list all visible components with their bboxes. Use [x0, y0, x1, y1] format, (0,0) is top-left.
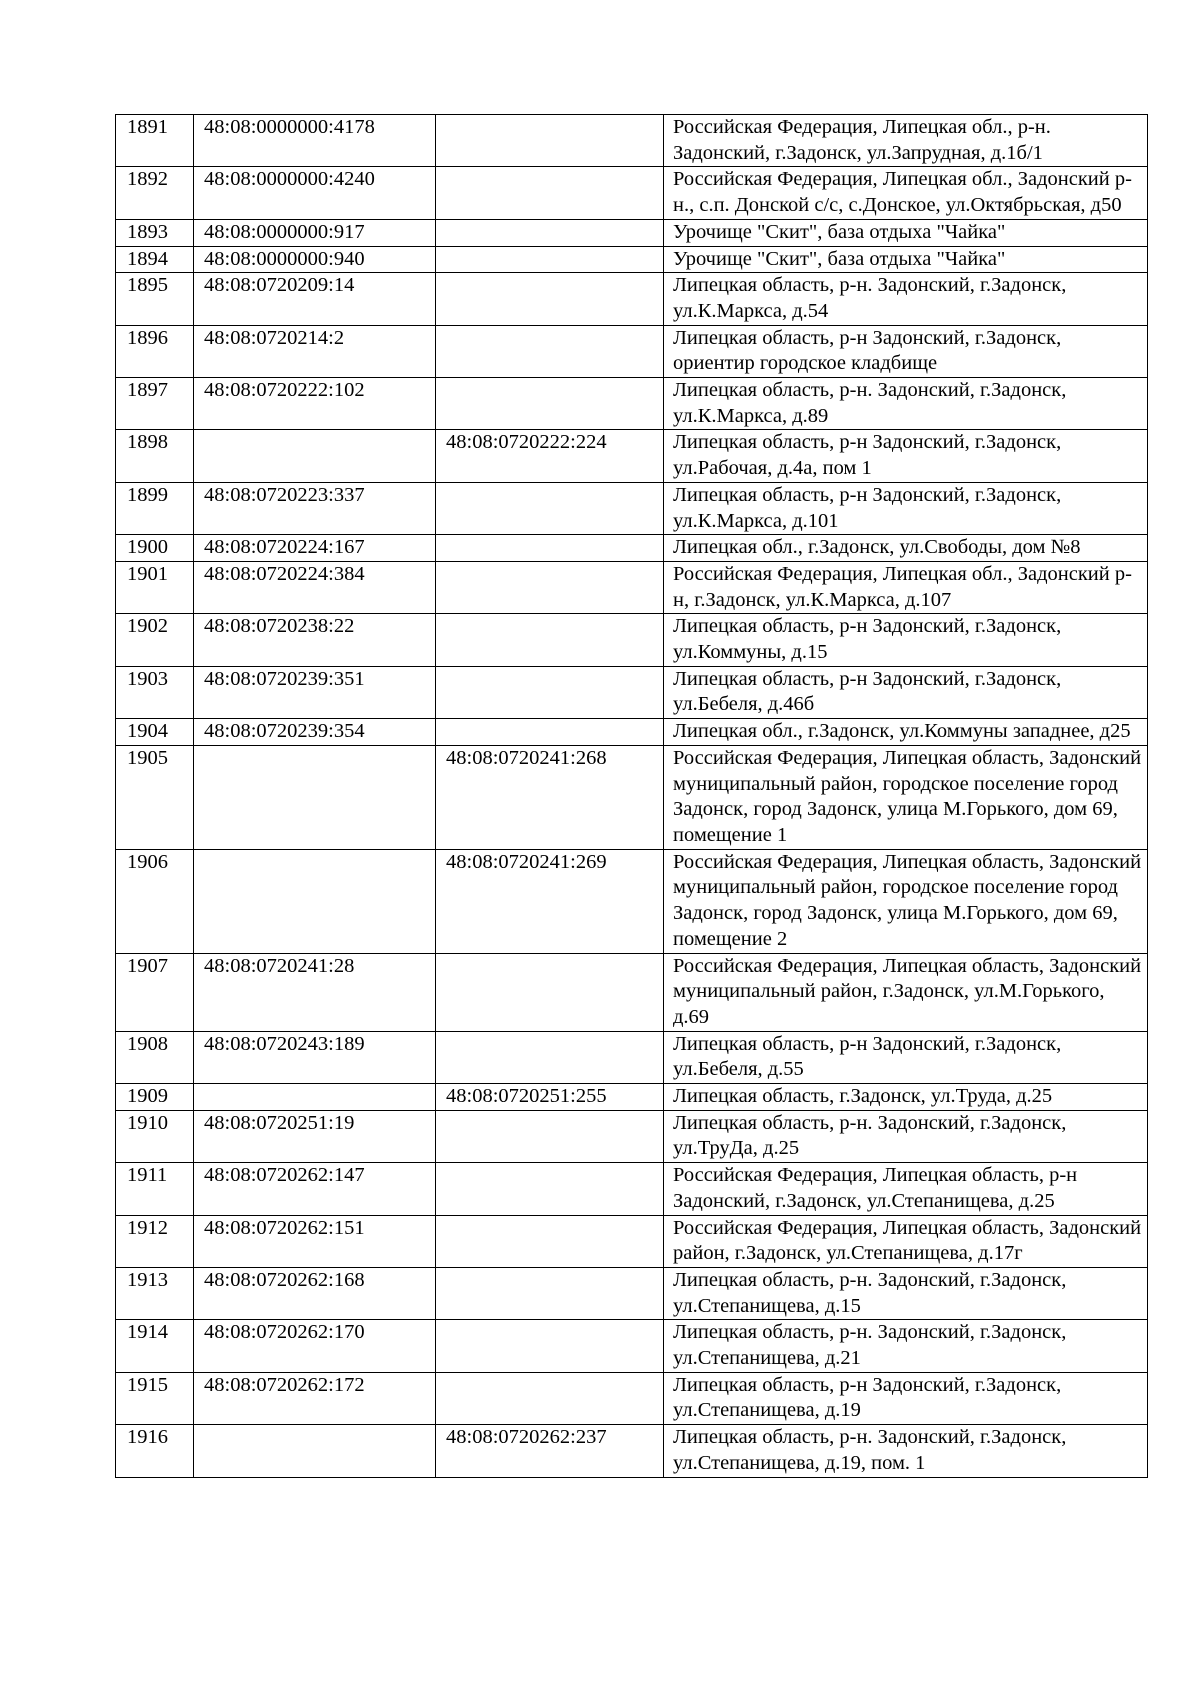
address-cell: Липецкая область, р-н Задонский, г.Задонск, ул.Коммуны, д.15 [664, 614, 1148, 666]
table-row [116, 666, 1148, 718]
row-number-cell: 1900 [116, 535, 194, 562]
table-row [116, 1267, 1148, 1319]
land-cadastral-number-cell: 48:08:0720241:28 [194, 953, 436, 1031]
land-cadastral-number-cell: 48:08:0000000:917 [194, 219, 436, 246]
land-cadastral-number-cell: 48:08:0000000:4178 [194, 115, 436, 167]
land-cadastral-number-cell: 48:08:0720262:147 [194, 1163, 436, 1215]
object-cadastral-number-cell [436, 561, 664, 613]
land-cadastral-number-cell [194, 1425, 436, 1477]
land-cadastral-number-cell: 48:08:0000000:4240 [194, 167, 436, 219]
object-cadastral-number-cell [436, 167, 664, 219]
land-cadastral-number-cell: 48:08:0720238:22 [194, 614, 436, 666]
object-cadastral-number-cell [436, 1320, 664, 1372]
address-cell: Российская Федерация, Липецкая обл., Задонский р-н, г.Задонск, ул.К.Маркса, д.107 [664, 561, 1148, 613]
object-cadastral-number-cell [436, 1267, 664, 1319]
table-row [116, 561, 1148, 613]
land-cadastral-number-cell [194, 849, 436, 953]
address-cell: Российская Федерация, Липецкая область, р-н Задонский, г.Задонск, ул.Степанищева, д.25 [664, 1163, 1148, 1215]
land-cadastral-number-cell: 48:08:0720239:351 [194, 666, 436, 718]
address-cell: Липецкая область, р-н. Задонский, г.Задонск, ул.Степанищева, д.21 [664, 1320, 1148, 1372]
table-row [116, 745, 1148, 849]
land-cadastral-number-cell: 48:08:0720262:168 [194, 1267, 436, 1319]
address-cell: Российская Федерация, Липецкая область, Задонский муниципальный район, г.Задонск, ул.М.Горького, д.69 [664, 953, 1148, 1031]
registry-table-body [116, 115, 1148, 1478]
table-row [116, 849, 1148, 953]
table-row [116, 953, 1148, 1031]
land-cadastral-number-cell [194, 745, 436, 849]
object-cadastral-number-cell: 48:08:0720262:237 [436, 1425, 664, 1477]
table-row [116, 719, 1148, 746]
document-page [115, 114, 1147, 1478]
table-row [116, 1320, 1148, 1372]
object-cadastral-number-cell [436, 666, 664, 718]
row-number-cell: 1895 [116, 273, 194, 325]
address-cell: Липецкая область, р-н. Задонский, г.Задонск, ул.К.Маркса, д.54 [664, 273, 1148, 325]
table-row [116, 1084, 1148, 1111]
address-cell: Липецкая область, р-н Задонский, г.Задонск, ул.К.Маркса, д.101 [664, 482, 1148, 534]
object-cadastral-number-cell [436, 115, 664, 167]
table-row [116, 482, 1148, 534]
object-cadastral-number-cell [436, 1372, 664, 1424]
object-cadastral-number-cell [436, 1110, 664, 1162]
object-cadastral-number-cell [436, 246, 664, 273]
row-number-cell: 1916 [116, 1425, 194, 1477]
table-row [116, 219, 1148, 246]
table-row [116, 1425, 1148, 1477]
row-number-cell: 1908 [116, 1031, 194, 1083]
table-row [116, 273, 1148, 325]
land-cadastral-number-cell [194, 1084, 436, 1111]
row-number-cell: 1898 [116, 430, 194, 482]
address-cell: Липецкая область, р-н Задонский, г.Задонск, ул.Степанищева, д.19 [664, 1372, 1148, 1424]
table-row [116, 614, 1148, 666]
address-cell: Липецкая область, р-н Задонский, г.Задонск, ориентир городское кладбище [664, 325, 1148, 377]
row-number-cell: 1905 [116, 745, 194, 849]
object-cadastral-number-cell [436, 719, 664, 746]
row-number-cell: 1901 [116, 561, 194, 613]
row-number-cell: 1912 [116, 1215, 194, 1267]
row-number-cell: 1909 [116, 1084, 194, 1111]
address-cell: Урочище "Скит", база отдыха "Чайка" [664, 246, 1148, 273]
table-row [116, 378, 1148, 430]
address-cell: Российская Федерация, Липецкая область, Задонский муниципальный район, городское поселение город Задонск, город Задонск, улица М.Горького, дом 69, помещение 1 [664, 745, 1148, 849]
land-cadastral-number-cell: 48:08:0720239:354 [194, 719, 436, 746]
object-cadastral-number-cell [436, 273, 664, 325]
land-cadastral-number-cell: 48:08:0720222:102 [194, 378, 436, 430]
address-cell: Липецкая область, р-н. Задонский, г.Задонск, ул.Степанищева, д.19, пом. 1 [664, 1425, 1148, 1477]
land-cadastral-number-cell: 48:08:0000000:940 [194, 246, 436, 273]
row-number-cell: 1897 [116, 378, 194, 430]
row-number-cell: 1893 [116, 219, 194, 246]
object-cadastral-number-cell [436, 219, 664, 246]
address-cell: Российская Федерация, Липецкая область, Задонский муниципальный район, городское поселение город Задонск, город Задонск, улица М.Горького, дом 69, помещение 2 [664, 849, 1148, 953]
address-cell: Липецкая область, р-н. Задонский, г.Задонск, ул.ТруДа, д.25 [664, 1110, 1148, 1162]
object-cadastral-number-cell: 48:08:0720241:269 [436, 849, 664, 953]
object-cadastral-number-cell [436, 378, 664, 430]
land-cadastral-number-cell [194, 430, 436, 482]
object-cadastral-number-cell [436, 1031, 664, 1083]
row-number-cell: 1910 [116, 1110, 194, 1162]
row-number-cell: 1907 [116, 953, 194, 1031]
address-cell: Российская Федерация, Липецкая обл., р-н. Задонский, г.Задонск, ул.Запрудная, д.1б/1 [664, 115, 1148, 167]
land-cadastral-number-cell: 48:08:0720209:14 [194, 273, 436, 325]
table-row [116, 325, 1148, 377]
table-row [116, 167, 1148, 219]
object-cadastral-number-cell [436, 482, 664, 534]
address-cell: Липецкая обл., г.Задонск, ул.Коммуны западнее, д25 [664, 719, 1148, 746]
row-number-cell: 1904 [116, 719, 194, 746]
row-number-cell: 1896 [116, 325, 194, 377]
row-number-cell: 1914 [116, 1320, 194, 1372]
row-number-cell: 1902 [116, 614, 194, 666]
object-cadastral-number-cell [436, 614, 664, 666]
row-number-cell: 1911 [116, 1163, 194, 1215]
land-cadastral-number-cell: 48:08:0720243:189 [194, 1031, 436, 1083]
address-cell: Липецкая область, г.Задонск, ул.Труда, д.25 [664, 1084, 1148, 1111]
land-cadastral-number-cell: 48:08:0720214:2 [194, 325, 436, 377]
row-number-cell: 1899 [116, 482, 194, 534]
table-row [116, 246, 1148, 273]
table-row [116, 115, 1148, 167]
land-cadastral-number-cell: 48:08:0720223:337 [194, 482, 436, 534]
address-cell: Российская Федерация, Липецкая обл., Задонский р-н., с.п. Донской с/с, с.Донское, ул.Октябрьская, д50 [664, 167, 1148, 219]
address-cell: Липецкая область, р-н Задонский, г.Задонск, ул.Рабочая, д.4а, пом 1 [664, 430, 1148, 482]
table-row [116, 1031, 1148, 1083]
object-cadastral-number-cell: 48:08:0720241:268 [436, 745, 664, 849]
table-row [116, 1110, 1148, 1162]
object-cadastral-number-cell [436, 325, 664, 377]
land-cadastral-number-cell: 48:08:0720224:384 [194, 561, 436, 613]
address-cell: Липецкая обл., г.Задонск, ул.Свободы, дом №8 [664, 535, 1148, 562]
object-cadastral-number-cell [436, 1163, 664, 1215]
table-row [116, 430, 1148, 482]
land-cadastral-number-cell: 48:08:0720224:167 [194, 535, 436, 562]
land-cadastral-number-cell: 48:08:0720251:19 [194, 1110, 436, 1162]
address-cell: Липецкая область, р-н. Задонский, г.Задонск, ул.Степанищева, д.15 [664, 1267, 1148, 1319]
table-row [116, 535, 1148, 562]
object-cadastral-number-cell: 48:08:0720222:224 [436, 430, 664, 482]
row-number-cell: 1913 [116, 1267, 194, 1319]
address-cell: Урочище "Скит", база отдыха "Чайка" [664, 219, 1148, 246]
row-number-cell: 1892 [116, 167, 194, 219]
address-cell: Липецкая область, р-н. Задонский, г.Задонск, ул.К.Маркса, д.89 [664, 378, 1148, 430]
registry-table [115, 114, 1148, 1478]
table-row [116, 1215, 1148, 1267]
land-cadastral-number-cell: 48:08:0720262:170 [194, 1320, 436, 1372]
table-row [116, 1372, 1148, 1424]
row-number-cell: 1915 [116, 1372, 194, 1424]
object-cadastral-number-cell: 48:08:0720251:255 [436, 1084, 664, 1111]
land-cadastral-number-cell: 48:08:0720262:172 [194, 1372, 436, 1424]
object-cadastral-number-cell [436, 1215, 664, 1267]
row-number-cell: 1894 [116, 246, 194, 273]
row-number-cell: 1891 [116, 115, 194, 167]
row-number-cell: 1903 [116, 666, 194, 718]
row-number-cell: 1906 [116, 849, 194, 953]
address-cell: Липецкая область, р-н Задонский, г.Задонск, ул.Бебеля, д.46б [664, 666, 1148, 718]
table-row [116, 1163, 1148, 1215]
address-cell: Российская Федерация, Липецкая область, Задонский район, г.Задонск, ул.Степанищева, д.17г [664, 1215, 1148, 1267]
address-cell: Липецкая область, р-н Задонский, г.Задонск, ул.Бебеля, д.55 [664, 1031, 1148, 1083]
object-cadastral-number-cell [436, 535, 664, 562]
land-cadastral-number-cell: 48:08:0720262:151 [194, 1215, 436, 1267]
object-cadastral-number-cell [436, 953, 664, 1031]
